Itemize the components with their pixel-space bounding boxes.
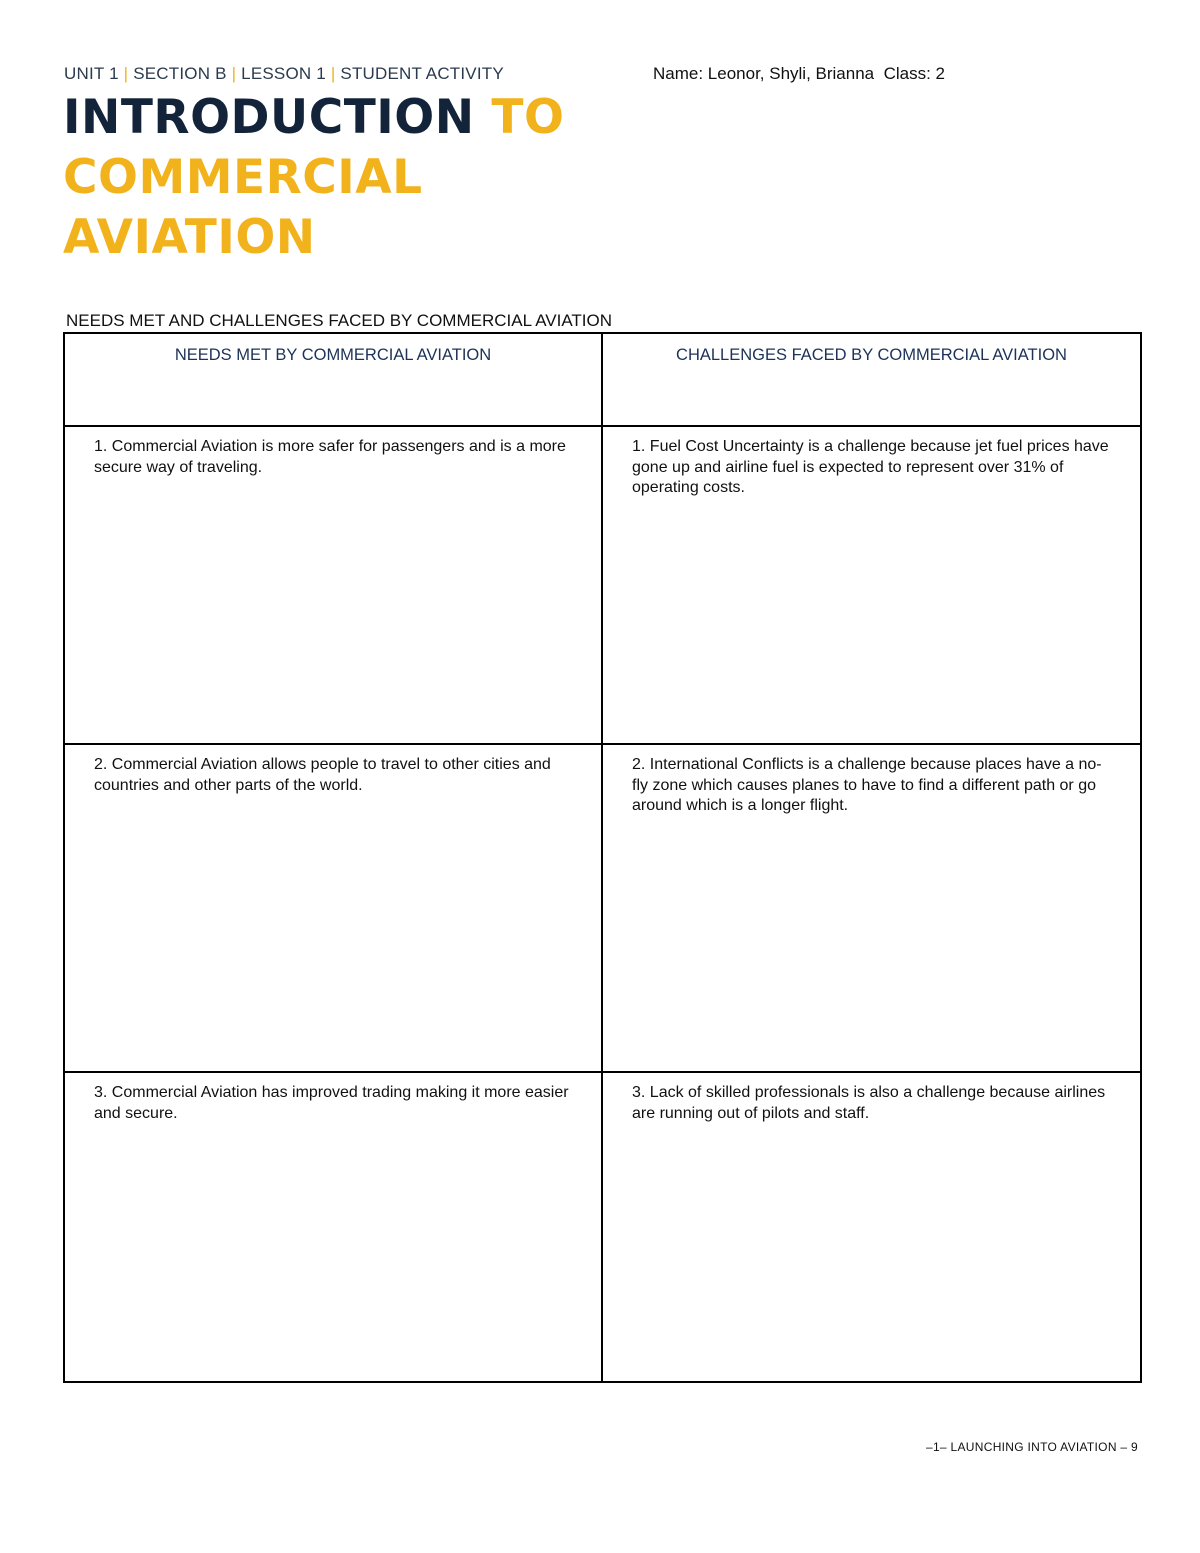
challenges-cell-1[interactable]: 1. Fuel Cost Uncertainty is a challenge because jet fuel prices have gone up and airline fuel is expected to represent over 31% of operating costs. bbox=[603, 427, 1140, 745]
title-word-introduction: INTRODUCTION bbox=[63, 90, 475, 145]
title-line-3: AVIATION bbox=[63, 210, 316, 265]
needs-cell-2[interactable]: 2. Commercial Aviation allows people to travel to other cities and countries and other parts of the world. bbox=[65, 745, 603, 1073]
separator: | bbox=[330, 64, 336, 83]
challenges-cell-2[interactable]: 2. International Conflicts is a challenge because places have a no-fly zone which causes planes to have to find a different path or go around which is a longer flight. bbox=[603, 745, 1140, 1073]
page-footer: –1– LAUNCHING INTO AVIATION – 9 bbox=[925, 1440, 1138, 1454]
student-name-class: Name: Leonor, Shyli, Brianna Class: 2 bbox=[653, 64, 945, 83]
unit-label: UNIT 1 bbox=[64, 64, 119, 83]
challenges-cell-3[interactable]: 3. Lack of skilled professionals is also a challenge because airlines are running out of pilots and staff. bbox=[632, 1084, 1106, 1122]
separator: | bbox=[231, 64, 237, 83]
section-label: SECTION B bbox=[133, 64, 227, 83]
separator: | bbox=[123, 64, 129, 83]
activity-label: STUDENT ACTIVITY bbox=[340, 64, 504, 83]
column-header-needs: NEEDS MET BY COMMERCIAL AVIATION bbox=[65, 334, 603, 427]
title-word-to: TO bbox=[491, 90, 565, 145]
column-header-challenges: CHALLENGES FACED BY COMMERCIAL AVIATION bbox=[603, 334, 1140, 427]
lesson-label: LESSON 1 bbox=[241, 64, 326, 83]
breadcrumb bbox=[64, 64, 504, 84]
page-title bbox=[63, 88, 564, 268]
title-line-2: COMMERCIAL bbox=[63, 150, 423, 205]
needs-challenges-table bbox=[63, 332, 1142, 1383]
title-line-1 bbox=[63, 88, 564, 148]
needs-cell-3[interactable]: 3. Commercial Aviation has improved trading making it more easier and secure. bbox=[65, 1073, 603, 1381]
needs-cell-1[interactable]: 1. Commercial Aviation is more safer for passengers and is a more secure way of traveling. bbox=[65, 427, 603, 745]
table-caption: NEEDS MET AND CHALLENGES FACED BY COMMERCIAL AVIATION bbox=[66, 311, 613, 330]
